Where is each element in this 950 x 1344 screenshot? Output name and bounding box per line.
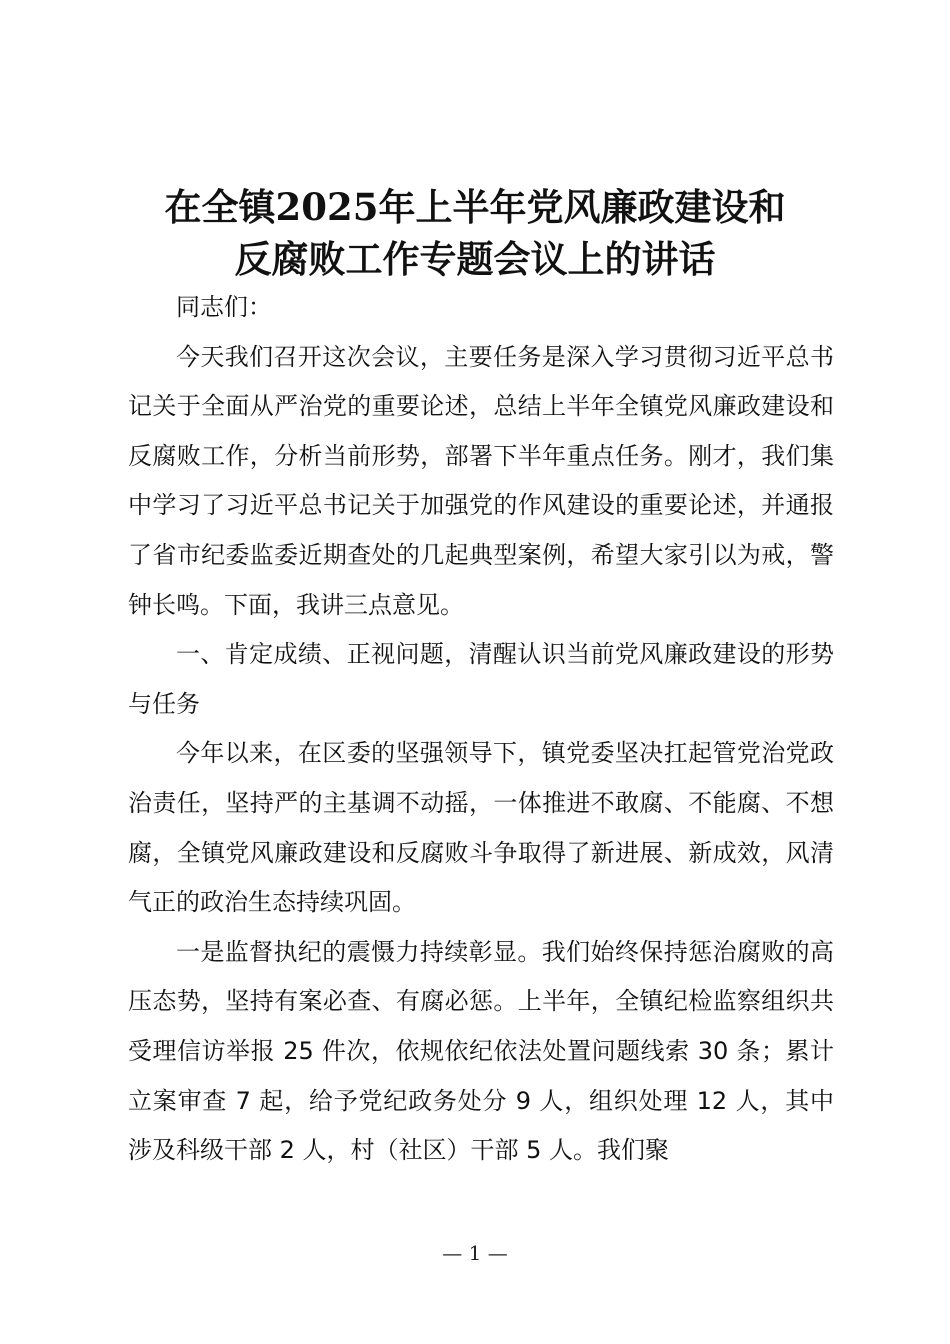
- title-line-2: 反腐败工作专题会议上的讲话: [234, 237, 716, 281]
- title-line-1: 在全镇2025年上半年党风廉政建设和: [164, 185, 786, 229]
- document-title: [60, 181, 890, 285]
- paragraph-overview: 今年以来，在区委的坚强领导下，镇党委坚决扛起管党治党政治责任，坚持严的主基调不动摇，一体推进不敢腐、不能腐、不想腐，全镇党风廉政建设和反腐败斗争取得了新进展、新成效，风清气正的政治生态持续巩固。: [128, 739, 834, 917]
- section-heading-1: 一、肯定成绩、正视问题，清醒认识当前党风廉政建设的形势与任务: [128, 640, 834, 718]
- document-body: [128, 283, 834, 1176]
- paragraph-intro: 今天我们召开这次会议，主要任务是深入学习贯彻习近平总书记关于全面从严治党的重要论述，总结上半年全镇党风廉政建设和反腐败工作，分析当前形势，部署下半年重点任务。刚才，我们集中学习了习近平总书记关于加强党的作风建设的重要论述，并通报了省市纪委监委近期查处的几起典型案例，希望大家引以为戒，警钟长鸣。下面，我讲三点意见。: [128, 342, 834, 619]
- paragraph-supervision: 一是监督执纪的震慑力持续彰显。我们始终保持惩治腐败的高压态势，坚持有案必查、有腐必惩。上半年，全镇纪检监察组织共受理信访举报 25 件次，依规依纪依法处置问题线索 30 条；累计立案审查 7 起，给予党纪政务处分 9 人，组织处理 12 人，其中涉及科级干部 2 人，村（社区）干部 5 人。我们聚: [128, 937, 834, 1165]
- salutation: 同志们：: [176, 293, 272, 321]
- page-number: — 1 —: [442, 1241, 508, 1265]
